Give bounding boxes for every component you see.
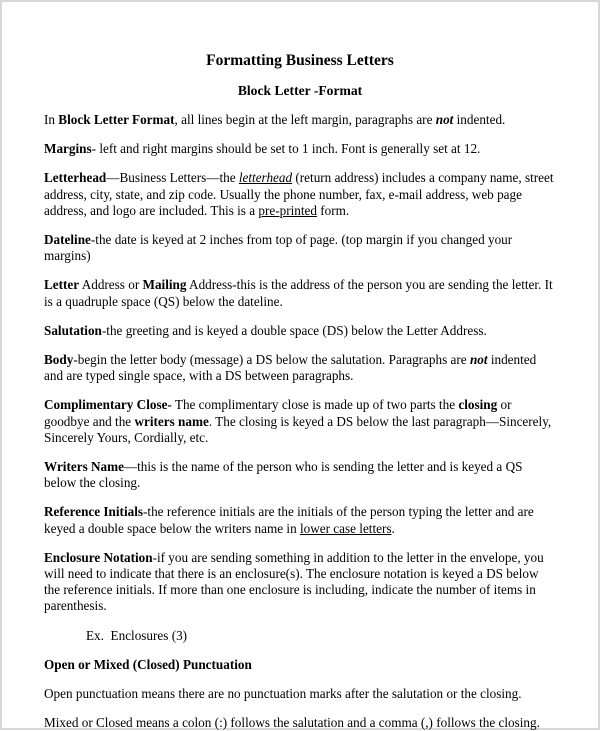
paragraph-punctuation-heading: Open or Mixed (Closed) Punctuation [44, 656, 252, 672]
paragraph-letter-address: Letter Address or Mailing Address-this is the address of the person you are sending the letter. It is a quadruple space (QS) below the dateline. [44, 277, 553, 309]
paragraph-letterhead: Letterhead—Business Letters—the letterhead (return address) includes a company name, street address, city, state, and zip code. Usually the phone number, fax, e-mail address, web page address, and logo are included. This is a pre-printed form. [44, 170, 554, 218]
page-content [2, 2, 598, 731]
paragraph-salutation: Salutation-the greeting and is keyed a double space (DS) below the Letter Address. [44, 322, 487, 338]
paragraph-margins: Margins- left and right margins should be set to 1 inch. Font is generally set at 12. [44, 141, 481, 157]
paragraph-reference-initials: Reference Initials-the reference initials are the initials of the person typing the letter and are keyed a double space below the writers name in lower case letters. [44, 504, 534, 536]
paragraph-body: Body-begin the letter body (message) a DS below the salutation. Paragraphs are not indented and are typed single space, with a DS between paragraphs. [44, 352, 537, 384]
paragraph-open-punctuation: Open punctuation means there are no punctuation marks after the salutation or the closing. [44, 686, 522, 702]
document-title: Formatting Business Letters [206, 52, 394, 69]
document-subtitle: Block Letter -Format [237, 83, 363, 98]
paragraph-intro: In Block Letter Format, all lines begin at the left margin, paragraphs are not indented. [44, 112, 506, 127]
paragraph-mixed-punctuation: Mixed or Closed means a colon (:) follows the salutation and a comma (,) follows the closing. [44, 715, 540, 731]
paragraph-writers-name: Writers Name—this is the name of the person who is sending the letter and is keyed a QS below the closing. [44, 459, 523, 491]
paragraph-enclosure-notation: Enclosure Notation-if you are sending something in addition to the letter in the envelope, you will need to indicate that there is an enclosure(s). The enclosure notation is keyed a DS below the reference initials. If more than one enclosure is including, indicate the number of items in parenthesis. [44, 549, 544, 614]
paragraph-complimentary-close: Complimentary Close- The complimentary close is made up of two parts the closing or goodbye and the writers name. The closing is keyed a DS below the last paragraph—Sincerely, Sincerely Yours, Cordially, etc. [44, 397, 552, 445]
paragraph-enclosure-example: Ex. Enclosures (3) [86, 627, 188, 643]
paragraph-dateline: Dateline-the date is keyed at 2 inches from top of page. (top margin if you changed your margins) [44, 232, 513, 264]
